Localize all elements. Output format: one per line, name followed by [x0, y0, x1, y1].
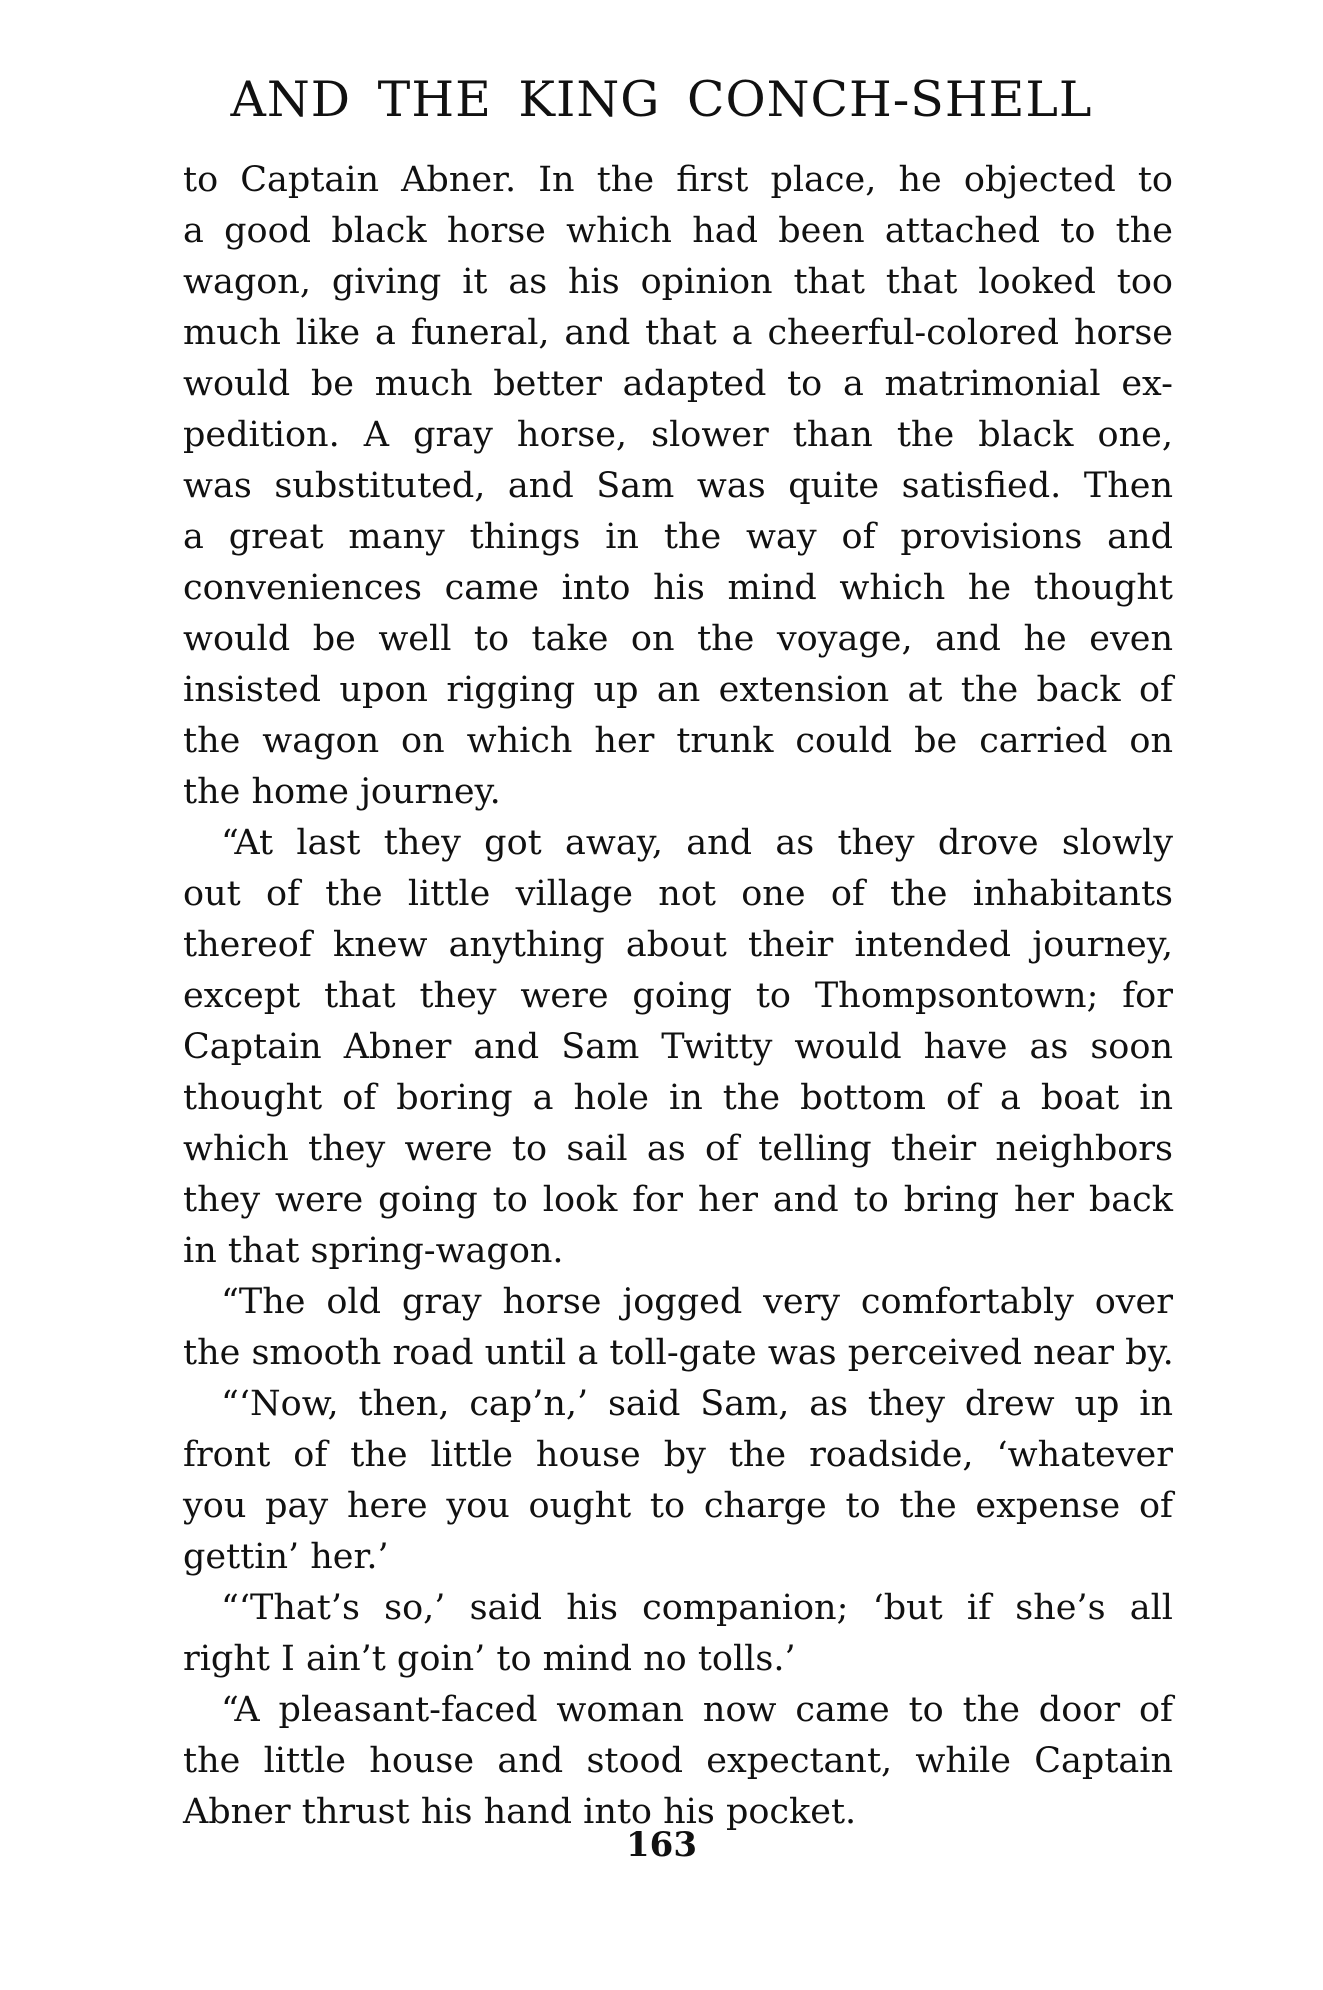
- text-line: Abner thrust his hand into his pocket.: [183, 1792, 857, 1832]
- page-number: 163: [626, 1825, 697, 1865]
- text-line: except that they were going to Thompsontown; for: [183, 976, 1173, 1016]
- text-line: thereof knew anything about their intended journey,: [183, 925, 1173, 965]
- paragraph: [183, 1379, 1173, 1583]
- body-text: [183, 155, 1173, 1838]
- text-line: the home journey.: [183, 772, 501, 812]
- text-line: you pay here you ought to charge to the expense of: [183, 1486, 1173, 1526]
- text-line: right I ain’t goin’ to mind no tolls.’: [183, 1639, 796, 1679]
- paragraph: [183, 1583, 1173, 1685]
- text-line: was substituted, and Sam was quite satisfied. Then: [183, 466, 1173, 506]
- text-line: which they were to sail as of telling their neighbors: [183, 1129, 1173, 1169]
- text-line: “At last they got away, and as they drove slowly: [221, 823, 1173, 863]
- text-line: “The old gray horse jogged very comfortably over: [221, 1282, 1173, 1322]
- text-line: would be much better adapted to a matrimonial ex-: [183, 364, 1173, 404]
- paragraph: [183, 818, 1173, 1277]
- text-line: the wagon on which her trunk could be carried on: [183, 721, 1173, 761]
- text-line: would be well to take on the voyage, and he even: [183, 619, 1173, 659]
- text-line: a good black horse which had been attached to the: [183, 211, 1173, 251]
- text-line: front of the little house by the roadside, ‘whatever: [183, 1435, 1173, 1475]
- paragraph: [183, 155, 1173, 818]
- text-line: a great many things in the way of provisions and: [183, 517, 1173, 557]
- text-line: the little house and stood expectant, while Captain: [183, 1741, 1173, 1781]
- text-line: “A pleasant-faced woman now came to the door of: [221, 1690, 1173, 1730]
- text-line: to Captain Abner. In the first place, he objected to: [183, 160, 1173, 200]
- text-line: they were going to look for her and to bring her back: [183, 1180, 1173, 1220]
- text-line: gettin’ her.’: [183, 1537, 389, 1577]
- text-line: “‘Now, then, cap’n,’ said Sam, as they drew up in: [221, 1384, 1173, 1424]
- text-line: pedition. A gray horse, slower than the black one,: [183, 415, 1173, 455]
- paragraph: [183, 1685, 1173, 1838]
- text-line: out of the little village not one of the inhabitants: [183, 874, 1173, 914]
- text-line: “‘That’s so,’ said his companion; ‘but if she’s all: [221, 1588, 1173, 1628]
- text-line: much like a funeral, and that a cheerful-colored horse: [183, 313, 1173, 353]
- text-line: insisted upon rigging up an extension at the back of: [183, 670, 1173, 710]
- text-line: thought of boring a hole in the bottom of a boat in: [183, 1078, 1173, 1118]
- text-line: wagon, giving it as his opinion that that looked too: [183, 262, 1173, 302]
- text-line: the smooth road until a toll-gate was perceived near by.: [183, 1333, 1174, 1373]
- paragraph: [183, 1277, 1173, 1379]
- text-line: conveniences came into his mind which he thought: [183, 568, 1173, 608]
- text-line: Captain Abner and Sam Twitty would have as soon: [183, 1027, 1173, 1067]
- text-line: in that spring-wagon.: [183, 1231, 564, 1271]
- running-head: AND THE KING CONCH-SHELL: [230, 71, 1093, 128]
